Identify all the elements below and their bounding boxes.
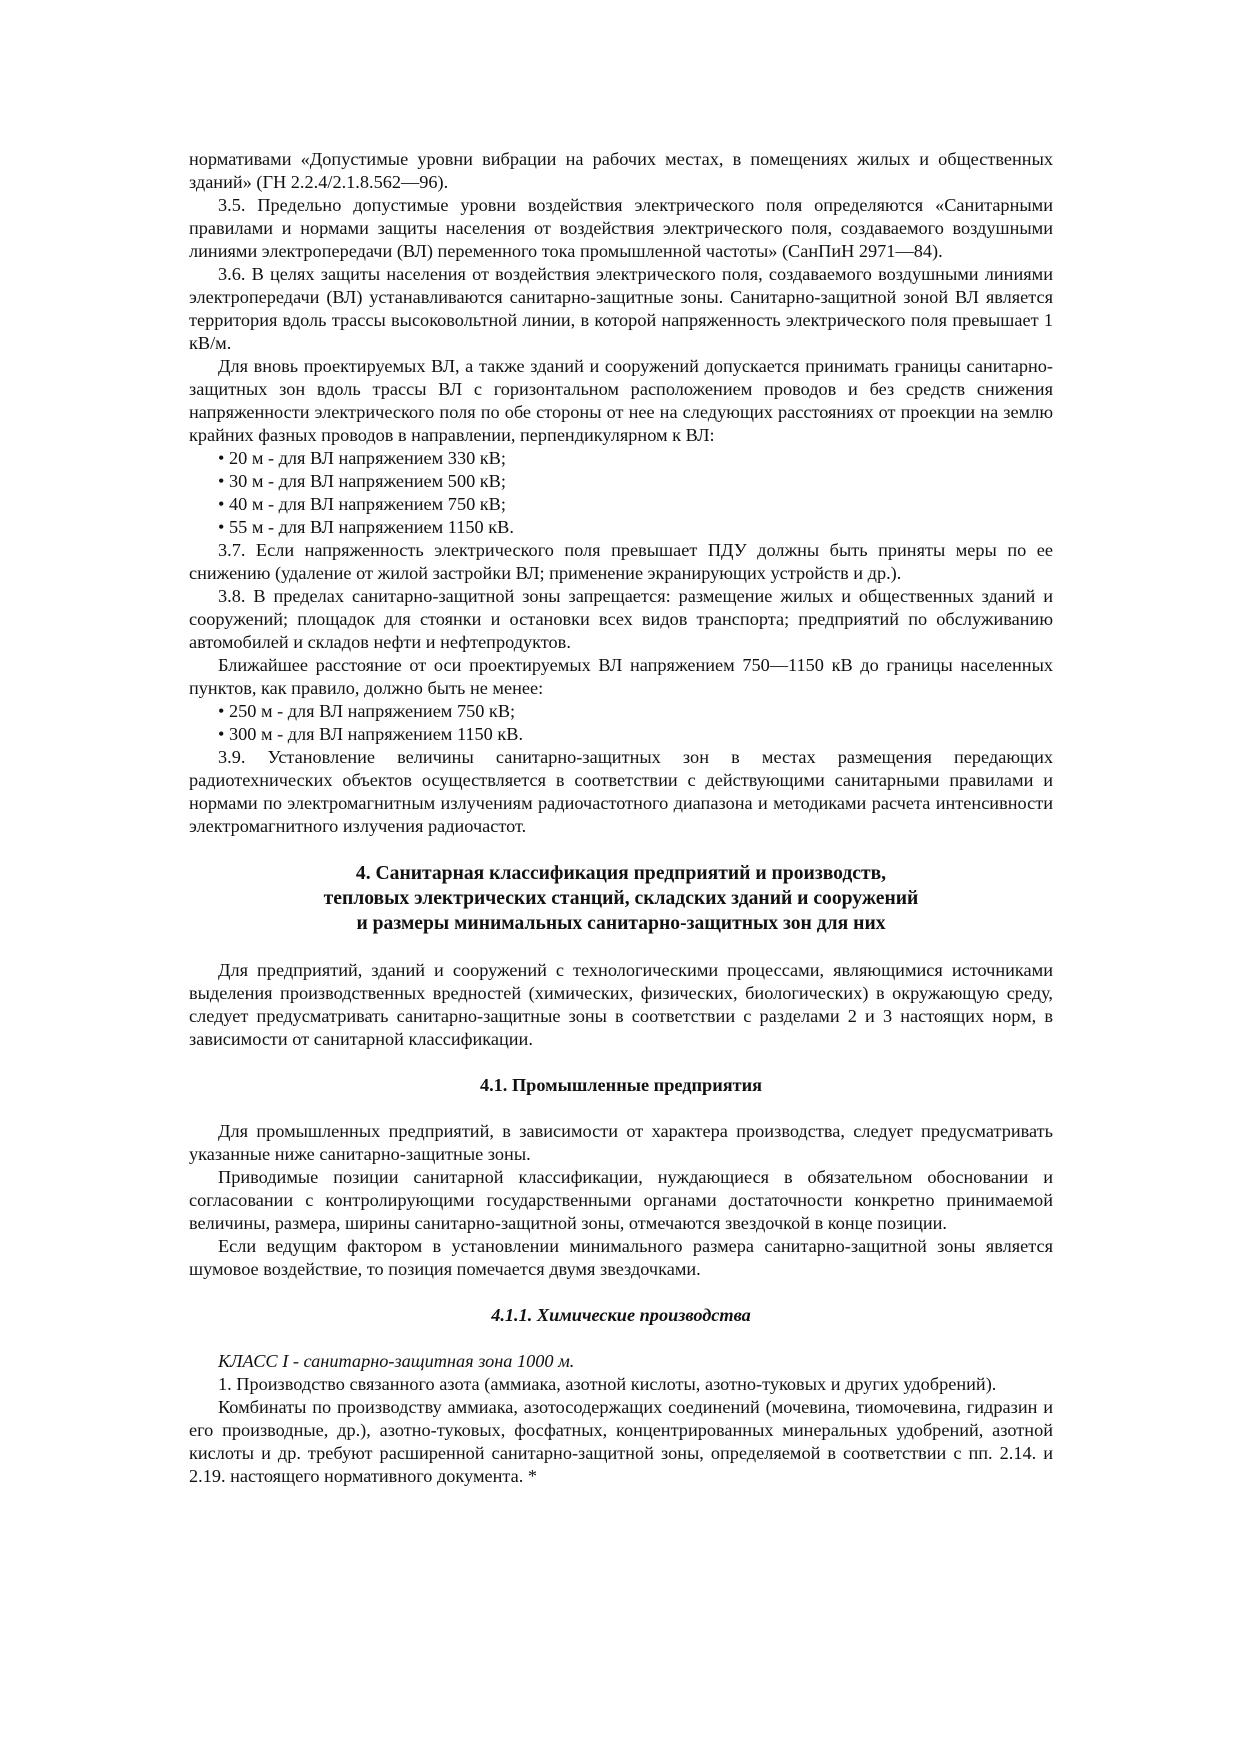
document-page (189, 148, 1053, 1488)
paragraph-ammonia-plants: Комбинаты по производству аммиака, азотосодержащих соединений (мочевина, тиомочевина, гидразин и его производные, др.), азотно-туковых, фосфатных, концентрированных минеральных удобрений, азотной кислоты и др. требуют расширенной санитарно-защитной зоны, определяемой в соответствии с пп. 2.14. и 2.19. настоящего нормативного документа. * (189, 1397, 1053, 1486)
section-4-intro: Для предприятий, зданий и сооружений с технологическими процессами, являющимися источниками выделения производственных вредностей (химических, физических, биологических) в окружающую среду, следует предусматривать санитарно-защитные зоны в соответствии с разделами 2 и 3 настоящих норм, в зависимости от санитарной классификации. (189, 960, 1053, 1049)
list-item: • 30 м - для ВЛ напряжением 500 кВ; (218, 471, 506, 491)
class-1-label: КЛАСС I - санитарно-защитная зона 1000 м. (218, 1351, 575, 1371)
paragraph-nearest-distance: Ближайшее расстояние от оси проектируемых ВЛ напряжением 750—1150 кВ до границы населенных пунктов, как правило, должно быть не менее: (189, 655, 1053, 698)
paragraph-vibration-norms: нормативами «Допустимые уровни вибрации на рабочих местах, в помещениях жилых и общественных зданий» (ГН 2.2.4/2.1.8.562—96). (189, 149, 1053, 192)
paragraph-3-8: 3.8. В пределах санитарно-защитной зоны запрещается: размещение жилых и общественных зданий и сооружений; площадок для стоянки и остановки всех видов транспорта; предприятий по обслуживанию автомобилей и складов нефти и нефтепродуктов. (189, 586, 1053, 652)
paragraph-3-9: 3.9. Установление величины санитарно-защитных зон в местах размещения передающих радиотехнических объектов осуществляется в соответствии с действующими санитарными правилами и нормами по электромагнитным излучениям радиочастотного диапазона и методиками расчета интенсивности электромагнитного излучения радиочастот. (189, 747, 1053, 836)
paragraph-3-7: 3.7. Если напряженность электрического поля превышает ПДУ должны быть приняты меры по ее снижению (удаление от жилой застройки ВЛ; применение экранирующих устройств и др.). (189, 540, 1053, 583)
list-item: • 55 м - для ВЛ напряжением 1150 кВ. (218, 517, 514, 537)
list-item: • 20 м - для ВЛ напряжением 330 кВ; (218, 448, 506, 468)
paragraph-asterisk-positions: Приводимые позиции санитарной классификации, нуждающиеся в обязательном обосновании и согласовании с контролирующими государственными органами достаточности конкретно принимаемой величины, размера, ширины санитарно-защитной зоны, отмечаются звездочкой в конце позиции. (189, 1167, 1053, 1233)
section-4-heading-line: 4. Санитарная классификация предприятий и производств, (355, 863, 887, 884)
paragraph-3-6: 3.6. В целях защиты населения от воздействия электрического поля, создаваемого воздушными линиями электропередачи (ВЛ) устанавливаются санитарно-защитные зоны. Санитарно-защитной зоной ВЛ является территория вдоль трассы высоковольтной линии, в которой напряженность электрического поля превышает 1 кВ/м. (189, 264, 1053, 353)
subsection-4-1-1-heading: 4.1.1. Химические производства (491, 1305, 751, 1325)
paragraph-bound-nitrogen: 1. Производство связанного азота (аммиака, азотной кислоты, азотно-туковых и других удобрений). (218, 1374, 997, 1394)
section-4-heading-line: и размеры минимальных санитарно-защитных зон для них (356, 913, 886, 934)
section-4-heading (189, 861, 1053, 936)
paragraph-noise-double-asterisk: Если ведущим фактором в установлении минимального размера санитарно-защитной зоны является шумовое воздействие, то позиция помечается двумя звездочками. (189, 1236, 1053, 1279)
paragraph-new-power-lines: Для вновь проектируемых ВЛ, а также зданий и сооружений допускается принимать границы санитарно-защитных зон вдоль трассы ВЛ с горизонтальном расположением проводов и без средств снижения напряженности электрического поля по обе стороны от нее на следующих расстояниях от проекции на землю крайних фазных проводов в направлении, перпендикулярном к ВЛ: (189, 356, 1053, 445)
paragraph-3-5: 3.5. Предельно допустимые уровни воздействия электрического поля определяются «Санитарными правилами и нормами защиты населения от воздействия электрического поля, создаваемого воздушными линиями электропередачи (ВЛ) переменного тока промышленной частоты» (СанПиН 2971—84). (189, 195, 1053, 261)
section-4-heading-line: тепловых электрических станций, складских зданий и сооружений (323, 888, 919, 909)
list-item: • 250 м - для ВЛ напряжением 750 кВ; (218, 701, 516, 721)
list-item: • 40 м - для ВЛ напряжением 750 кВ; (218, 494, 506, 514)
paragraph-industrial-zones: Для промышленных предприятий, в зависимости от характера производства, следует предусматривать указанные ниже санитарно-защитные зоны. (189, 1121, 1053, 1164)
list-item: • 300 м - для ВЛ напряжением 1150 кВ. (218, 724, 524, 744)
subsection-4-1-heading: 4.1. Промышленные предприятия (479, 1075, 763, 1095)
